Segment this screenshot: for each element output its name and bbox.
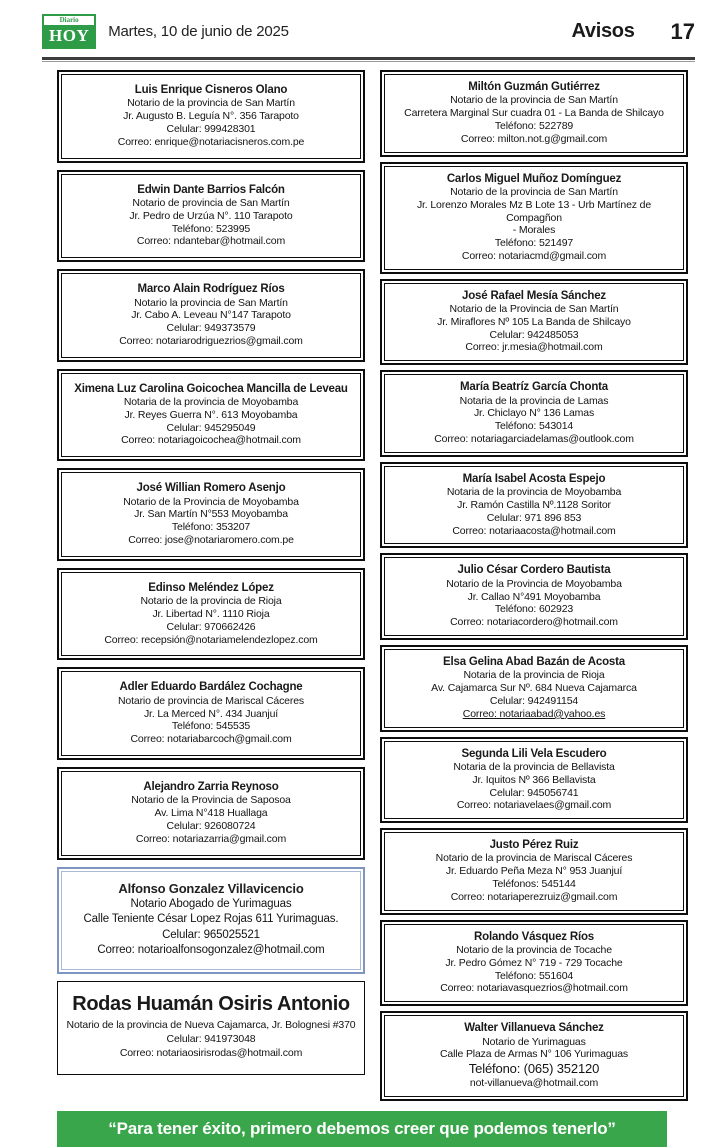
notary-info-line: Celular: 971 896 853 — [486, 511, 582, 524]
notary-ad-box — [57, 867, 365, 974]
left-column — [57, 70, 365, 1101]
notary-info-line: Jr. Lorenzo Morales Mz B Lote 13 - Urb Martínez de Compagñon — [416, 198, 652, 224]
notary-email-line: Correo: milton.not.g@gmail.com — [460, 132, 608, 145]
notary-info-line: Notario de la provincia de Nueva Cajamarca, Jr. Bolognesi #370 — [66, 1018, 356, 1031]
notary-name: José Rafael Mesía Sánchez — [462, 289, 606, 302]
notary-name: Marco Alain Rodríguez Ríos — [137, 283, 285, 296]
notary-name: Carlos Miguel Muñoz Domínguez — [446, 172, 622, 185]
notary-email-line: Correo: notariagoicochea@hotmail.com — [121, 434, 301, 447]
notary-ad-inner — [61, 472, 361, 557]
notary-info-line: Notaria de la provincia de Rioja — [463, 669, 605, 682]
notary-info-line: Notario de la Provincia de Saposoa — [131, 794, 291, 807]
notary-email-line: Correo: notariarodriguezrios@gmail.com — [119, 334, 303, 347]
notary-info-line: Celular: 945056741 — [489, 786, 579, 799]
notary-email-line: Correo: notariazarria@gmail.com — [135, 832, 287, 845]
notary-info-line: Jr. Reyes Guerra N°. 613 Moyobamba — [124, 408, 298, 421]
header-divider-thin — [42, 61, 695, 62]
notary-name: Alejandro Zarria Reynoso — [143, 780, 279, 793]
notary-info-line: Jr. Callao N°491 Moyobamba — [467, 590, 601, 603]
diario-hoy-logo — [42, 14, 96, 49]
notary-name: Ximena Luz Carolina Goicochea Mancilla de Leveau — [74, 382, 348, 395]
notary-ad-inner — [61, 174, 361, 259]
notary-ad-box — [380, 645, 688, 732]
notary-info-line: Notaria de la provincia de Moyobamba — [123, 396, 299, 409]
notary-info-line: Calle Plaza de Armas N° 106 Yurimaguas — [440, 1048, 628, 1061]
notary-info-line: Notario de la Provincia de Moyobamba — [446, 577, 622, 590]
notary-ad-box — [380, 462, 688, 549]
notary-email-line: Correo: notariacordero@hotmail.com — [450, 616, 618, 629]
notary-info-line: Teléfono: 543014 — [494, 420, 574, 433]
notary-name: Rodas Huamán Osiris Antonio — [72, 992, 350, 1015]
notary-info-line: Teléfono: 353207 — [171, 521, 251, 534]
notary-ad-inner — [61, 771, 361, 856]
notary-ad-box — [57, 568, 365, 661]
notary-name: Edinso Meléndez López — [148, 581, 274, 594]
logo-diario-label: Diario — [59, 16, 79, 24]
notary-info-line: Notario de la Provincia de Moyobamba — [123, 495, 299, 508]
notary-name: Adler Eduardo Bardález Cochagne — [119, 681, 303, 694]
notary-email-line: Correo: jr.mesia@hotmail.com — [465, 341, 603, 354]
notary-info-line: Jr. Pedro Gómez N° 719 - 729 Tocache — [445, 956, 623, 969]
notary-info-line: Notario de la provincia de Tocache — [456, 944, 612, 957]
notary-ad-inner — [384, 741, 684, 820]
notary-email-line: not-villanueva@hotmail.com — [469, 1077, 599, 1090]
notary-info-line: Celular: 949373579 — [166, 322, 256, 335]
notary-email-line: Correo: notariabarcoch@gmail.com — [130, 733, 292, 746]
notary-info-line: Teléfono: (065) 352120 — [468, 1061, 600, 1077]
notary-info-line: Teléfono: 551604 — [494, 969, 574, 982]
notary-info-line: Celular: 945295049 — [166, 421, 256, 434]
notary-ad-inner — [61, 572, 361, 657]
notary-email-line: Correo: enrique@notariacisneros.com.pe — [117, 135, 305, 148]
notary-ad-inner — [384, 374, 684, 453]
notary-info-line: Celular: 942491154 — [489, 694, 579, 707]
notary-name: María Isabel Acosta Espejo — [462, 472, 606, 485]
notary-email-line: Correo: recepsión@notariamelendezlopez.com — [104, 633, 318, 646]
notary-name: Alfonso Gonzalez Villavicencio — [118, 880, 304, 896]
notary-ad-box — [57, 468, 365, 561]
notary-email-line: Correo: notariacmd@gmail.com — [461, 249, 607, 262]
notary-info-line: Calle Teniente César Lopez Rojas 611 Yurimaguas. — [83, 913, 339, 926]
notary-email-line: Correo: notariaabad@yahoo.es — [462, 707, 606, 720]
notary-info-line: Notaria de la provincia de Lamas — [459, 394, 609, 407]
notary-info-line: Celular: 926080724 — [166, 819, 256, 832]
notary-name: Rolando Vásquez Ríos — [474, 930, 594, 943]
notary-ad-box — [380, 162, 688, 274]
notary-info-line: Teléfono: 521497 — [494, 237, 574, 250]
ads-grid — [0, 70, 723, 1101]
notary-info-line: Jr. San Martín N°553 Moyobamba — [134, 508, 288, 521]
notary-info-line: Jr. Miraflores Nº 105 La Banda de Shilcayo — [437, 315, 631, 328]
notary-info-line: Av. Cajamarca Sur Nº. 684 Nueva Cajamarca — [431, 682, 637, 695]
header-divider — [42, 57, 695, 60]
notary-ad-inner — [61, 671, 361, 756]
notary-info-line: Jr. Cabo A. Leveau N°147 Tarapoto — [131, 309, 291, 322]
notary-info-line: Notario Abogado de Yurimaguas — [130, 897, 292, 910]
notary-info-line: Notario de la provincia de Rioja — [140, 595, 282, 608]
notary-info-line: - Morales — [512, 224, 556, 237]
notary-email-line: Correo: notariaacosta@hotmail.com — [452, 524, 616, 537]
notary-ad-inner — [384, 166, 684, 270]
notary-ad-inner — [384, 74, 684, 153]
notary-info-line: Jr. Pedro de Urzúa N°. 110 Tarapoto — [129, 209, 293, 222]
notary-email-line: Correo: notariavelaes@gmail.com — [456, 799, 612, 812]
notary-ad-inner — [384, 649, 684, 728]
notary-ad-box — [380, 737, 688, 824]
notary-ad-box — [57, 269, 365, 362]
notary-ad-inner — [384, 466, 684, 545]
section-title: Avisos — [571, 20, 635, 42]
logo-hoy-label: HOY — [44, 25, 94, 47]
issue-date: Martes, 10 de junio de 2025 — [108, 23, 289, 40]
notary-info-line: Celular: 965025521 — [162, 928, 260, 941]
notary-name: Justo Pérez Ruiz — [489, 839, 579, 852]
notary-name: Edwin Dante Barrios Falcón — [137, 183, 285, 196]
notary-ad-box — [380, 553, 688, 640]
notary-name: Walter Villanueva Sánchez — [464, 1022, 604, 1035]
notary-info-line: Jr. Augusto B. Leguía N°. 356 Tarapoto — [123, 110, 299, 123]
notary-info-line: Notario de provincia de Mariscal Cáceres — [118, 694, 304, 707]
notary-ad-box — [380, 828, 688, 915]
notary-ad-inner — [61, 871, 361, 970]
notary-info-line: Notario de la Provincia de San Martín — [449, 303, 619, 316]
notary-info-line: Carretera Marginal Sur cuadra 01 - La Banda de Shilcayo — [404, 107, 664, 120]
header-right — [571, 19, 695, 45]
notary-email-line: Correo: notariaperezruiz@gmail.com — [450, 890, 618, 903]
notary-info-line: Jr. Ramón Castilla Nº.1128 Soritor — [457, 499, 611, 512]
notary-info-line: Jr. Chiclayo N° 136 Lamas — [473, 407, 595, 420]
notary-info-line: Jr. La Merced N°. 434 Juanjuí — [143, 707, 279, 720]
notary-info-line: Teléfono: 522789 — [494, 119, 574, 132]
notary-info-line: Notario de la provincia de Mariscal Cáceres — [435, 852, 633, 865]
notary-ad-inner — [384, 832, 684, 911]
notary-ad-inner — [384, 1015, 684, 1097]
notary-email-line: Correo: jose@notariaromero.com.pe — [128, 534, 294, 547]
notary-name: Luis Enrique Cisneros Olano — [134, 84, 288, 96]
notary-info-line: Celular: 941973048 — [166, 1032, 256, 1045]
notary-name: Segunda Lili Vela Escudero — [461, 747, 607, 760]
notary-name: Julio César Cordero Bautista — [457, 564, 611, 577]
notary-ad-inner — [384, 283, 684, 362]
notary-info-line: Jr. Libertad N°. 1110 Rioja — [152, 607, 270, 620]
notary-ad-inner — [61, 373, 361, 458]
notary-info-line: Celular: 970662426 — [166, 620, 256, 633]
notary-ad-box — [380, 370, 688, 457]
notary-info-line: Notario de Yurimaguas — [482, 1035, 586, 1048]
notary-ad-box — [57, 369, 365, 462]
notary-info-line: Celular: 942485053 — [489, 328, 579, 341]
right-column — [380, 70, 688, 1101]
notary-info-line: Jr. Eduardo Peña Meza N° 953 Juanjuí — [445, 865, 623, 878]
notary-ad-box — [57, 70, 365, 163]
notary-ad-box — [380, 70, 688, 157]
notary-ad-inner — [61, 74, 361, 159]
notary-ad-box — [57, 667, 365, 760]
notary-ad-inner — [61, 273, 361, 358]
notary-info-line: Notaria de la provincia de Bellavista — [453, 760, 615, 773]
notary-info-line: Teléfono: 523995 — [171, 222, 251, 235]
page-header — [0, 0, 723, 55]
notary-email-line: Correo: notarioalfonsogonzalez@hotmail.com — [97, 944, 325, 957]
notary-ad-box — [57, 767, 365, 860]
notary-email-line: Correo: ndantebar@hotmail.com — [136, 235, 286, 248]
notary-info-line: Teléfonos: 545144 — [492, 878, 576, 891]
notary-info-line: Notario de la provincia de San Martín — [450, 185, 618, 198]
notary-email-line: Correo: notariagarciadelamas@outlook.com — [434, 433, 634, 446]
quote-banner — [57, 1111, 667, 1147]
page-number: 17 — [670, 18, 695, 44]
notary-email-line: Correo: notariaosirisrodas@hotmail.com — [119, 1047, 303, 1060]
notary-name: Elsa Gelina Abad Bazán de Acosta — [443, 655, 625, 668]
notary-ad-box — [380, 920, 688, 1007]
notary-name: José Willian Romero Asenjo — [136, 482, 286, 495]
notary-info-line: Teléfono: 602923 — [494, 603, 574, 616]
notary-info-line: Notario de la provincia de San Martín — [450, 94, 618, 107]
notary-name: Miltón Guzmán Gutiérrez — [468, 81, 600, 93]
notary-ad-inner — [384, 557, 684, 636]
notary-name: María Beatríz García Chonta — [460, 381, 608, 394]
notary-ad-box — [380, 279, 688, 366]
notary-info-line: Notario de la provincia de San Martín — [127, 97, 295, 110]
quote-text: “Para tener éxito, primero debemos creer que podemos tenerlo” — [108, 1118, 616, 1138]
notary-info-line: Notario la provincia de San Martín — [134, 296, 288, 309]
notary-ad-box — [380, 1011, 688, 1101]
notary-email-line: Correo: notariavasquezrios@hotmail.com — [440, 982, 628, 995]
notary-info-line: Teléfono: 545535 — [171, 720, 251, 733]
notary-info-line: Notaria de la provincia de Moyobamba — [446, 486, 622, 499]
notary-info-line: Notario de provincia de San Martín — [132, 196, 290, 209]
notary-ad-box — [57, 981, 365, 1076]
notary-ad-box — [57, 170, 365, 263]
notary-info-line: Celular: 999428301 — [166, 122, 256, 135]
notary-info-line: Jr. Iquitos Nº 366 Bellavista — [472, 773, 596, 786]
notary-ad-inner — [60, 984, 362, 1073]
notary-ad-inner — [384, 924, 684, 1003]
notary-info-line: Av. Lima N°418 Huallaga — [154, 807, 268, 820]
